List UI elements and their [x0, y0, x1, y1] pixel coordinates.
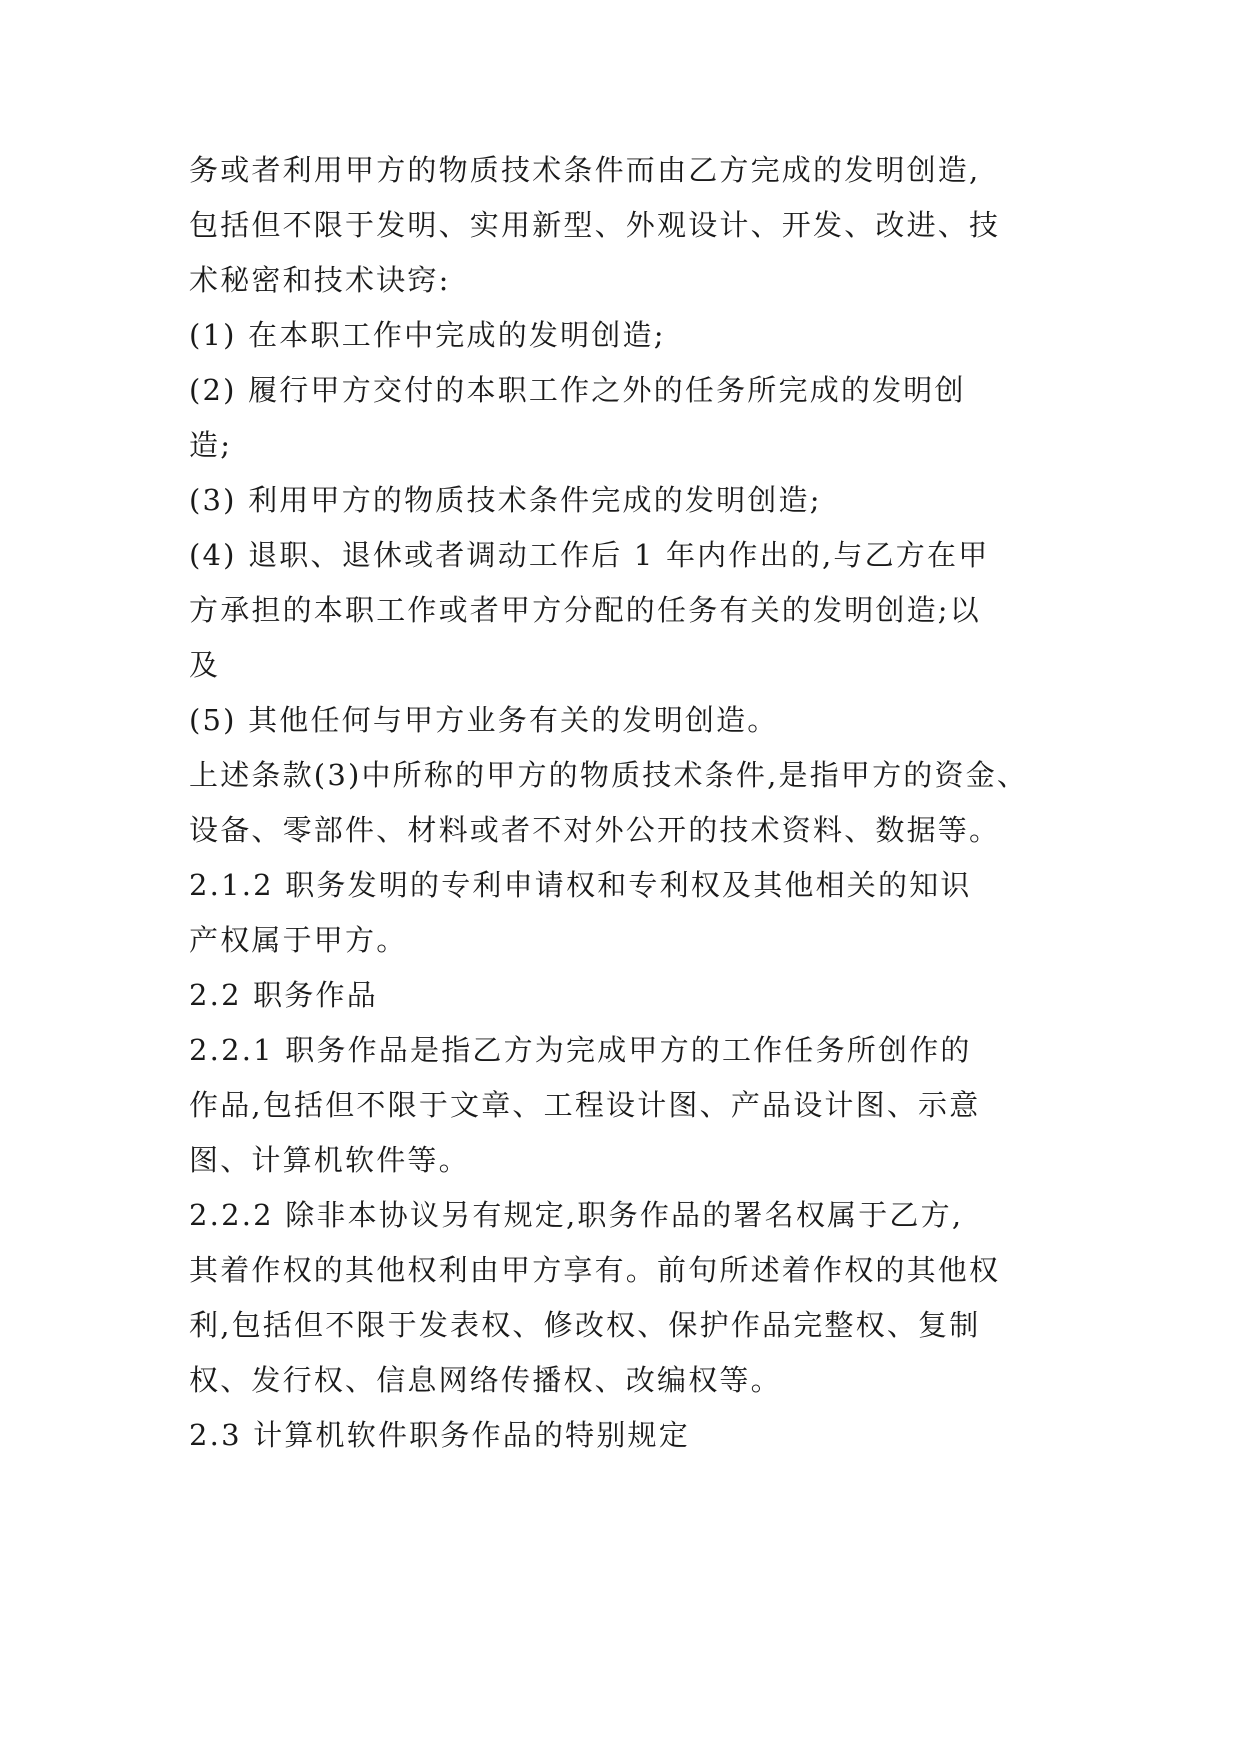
- text-line: 方承担的本职工作或者甲方分配的任务有关的发明创造;以: [189, 593, 981, 627]
- text-line: 2.2 职务作品: [189, 978, 378, 1012]
- text-line: (4) 退职、退休或者调动工作后 1 年内作出的,与乙方在甲: [189, 538, 990, 572]
- text-line: (3) 利用甲方的物质技术条件完成的发明创造;: [189, 483, 822, 517]
- text-line: (5) 其他任何与甲方业务有关的发明创造。: [189, 703, 779, 737]
- text-line: 其着作权的其他权利由甲方享有。前句所述着作权的其他权: [189, 1253, 1001, 1287]
- text-line: 2.2.2 除非本协议另有规定,职务作品的署名权属于乙方,: [189, 1198, 964, 1232]
- text-line: 利,包括但不限于发表权、修改权、保护作品完整权、复制: [189, 1308, 981, 1342]
- text-line: 权、发行权、信息网络传播权、改编权等。: [189, 1363, 782, 1397]
- text-line: (2) 履行甲方交付的本职工作之外的任务所完成的发明创: [189, 373, 966, 407]
- text-line: 2.3 计算机软件职务作品的特别规定: [189, 1418, 690, 1452]
- text-line: 2.1.2 职务发明的专利申请权和专利权及其他相关的知识: [189, 868, 972, 902]
- text-line: 务或者利用甲方的物质技术条件而由乙方完成的发明创造,: [189, 153, 981, 187]
- text-line: 及: [189, 648, 221, 682]
- text-line: 产权属于甲方。: [189, 923, 408, 957]
- text-line: 作品,包括但不限于文章、工程设计图、产品设计图、示意: [189, 1088, 981, 1122]
- text-line: 图、计算机软件等。: [189, 1143, 470, 1177]
- text-line: (1) 在本职工作中完成的发明创造;: [189, 318, 666, 352]
- text-line: 造;: [189, 428, 233, 462]
- text-line: 2.2.1 职务作品是指乙方为完成甲方的工作任务所创作的: [189, 1033, 972, 1067]
- text-line: 设备、零部件、材料或者不对外公开的技术资料、数据等。: [189, 813, 1001, 847]
- text-line: 包括但不限于发明、实用新型、外观设计、开发、改进、技: [189, 208, 1001, 242]
- text-line: 术秘密和技术诀窍:: [189, 263, 451, 297]
- text-line: 上述条款(3)中所称的甲方的物质技术条件,是指甲方的资金、: [189, 758, 1029, 792]
